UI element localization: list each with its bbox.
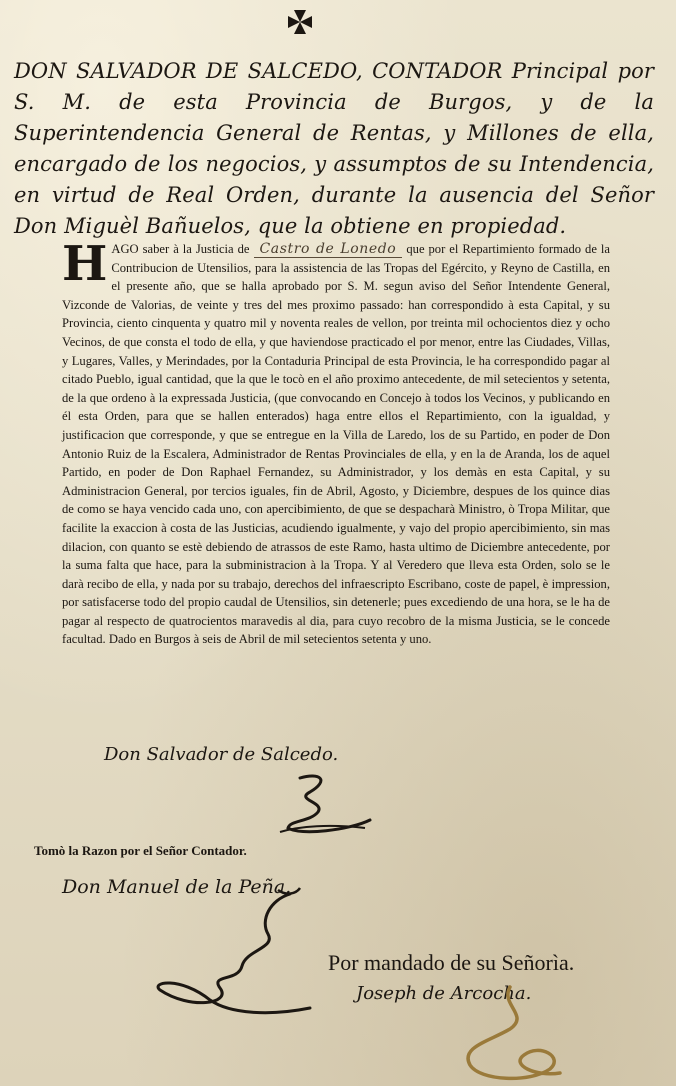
signature-pena: Don Manuel de la Peña.	[62, 876, 292, 898]
gold-rubric-flourish-icon	[440, 985, 570, 1085]
drop-cap: H	[62, 236, 108, 292]
rubric-flourish-icon	[270, 770, 380, 840]
body-paragraph	[62, 236, 611, 649]
cross-pattee-icon	[286, 8, 314, 36]
signature-salcedo: Don Salvador de Salcedo.	[104, 744, 339, 765]
por-mandado-line: Por mandado de su Señorìa.	[328, 950, 575, 975]
rubric-flourish-icon	[150, 890, 330, 1020]
body-text: que por el Repartimiento formado de la Contribucion de Utensilios, para la assistencia de las Tropas del Egército, y Reyno de Castilla, en el presente año, que se halla aprobado por S. M. segun aviso del Señor Intendente General, Vizconde de Valorias, de veinte y tres del mes proximo passado: han correspondido à esta Capital, y su Provincia, ciento cinquenta y quatro mil y noventa reales de vellon, por treinta mil ochocientos diez y ocho Vecinos, de que consta el todo de ella, y que haviendose practicado el por menor, entre las Ciudades, Villas, y Lugares, Valles, y Merindades, por la Contaduria Principal de esta Provincia, le ha correspondido pagar al citado Pueblo, igual cantidad, que la que le tocò en el año proximo antecedente, de mil setecientos y setenta, de la que ordeno à la expressada Justicia, (que convocando en Concejo à todos los Vecinos, y publicando en él esta Orden, para que se hallen enterados) haga entre ellos el Repartimiento, con la igualdad, y justificacion que corresponde, y que se entregue en la Villa de Laredo, los de su Partido, en poder de Don Antonio Ruiz de la Escalera, Administrador de Rentas Provinciales de ella, y en la de Aranda, los de aquel Partido, en poder de Don Raphael Fernandez, su Administrador, y los demàs en esta Capital, y su Administracion General, por tercios iguales, fin de Abril, Agosto, y Diciembre, despues de los quince dias de como se haya vencido cada uno, con apercibimiento, de que se despacharà Ministro, ò Tropa Militar, que facilite la exaccion à costa de las Justicias, acudiendo igualmente, y vajo del propio apercibimiento, sin mas dilacion, con quanto se estè debiendo de atrassos de este Ramo, hasta ultimo de Diciembre antecedente, por la suma falta que hace, para la subministracion à la Tropa. Y al Veredero que lleva esta Orden, solo se le darà recibo de ella, y nada por su trabajo, derechos del infraescripto Escribano, coste de papel, è impression, por satisfacerse todo del propio caudal de Utensilios, sin detenerle; pues excediendo de una hora, se le ha de pagar al respecto de quatrocientos maravedis al dia, para cuyo recobro de la misma Justicia, se le concede facultad. Dado en Burgos à seis de Abril de mil setecientos setenta y uno.	[62, 242, 611, 647]
signature-arcocha: Joseph de Arcocha.	[356, 983, 532, 1004]
tomo-razon-note: Tomò la Razon por el Señor Contador.	[34, 843, 247, 858]
document-heading: DON SALVADOR DE SALCEDO, CONTADOR Principal por S. M. de esta Provincia de Burgos, y de la Superintendencia General de Rentas, y Millones de ella, encargado de los negocios, y assumptos de su Intendencia, en virtud de Real Orden, durante la ausencia del Señor Don Miguèl Bañuelos, que la obtiene en propiedad.	[14, 59, 654, 238]
handwritten-place-name: Castro de Lonedo	[254, 241, 403, 258]
body-intro: AGO saber à la Justicia de	[111, 242, 250, 256]
